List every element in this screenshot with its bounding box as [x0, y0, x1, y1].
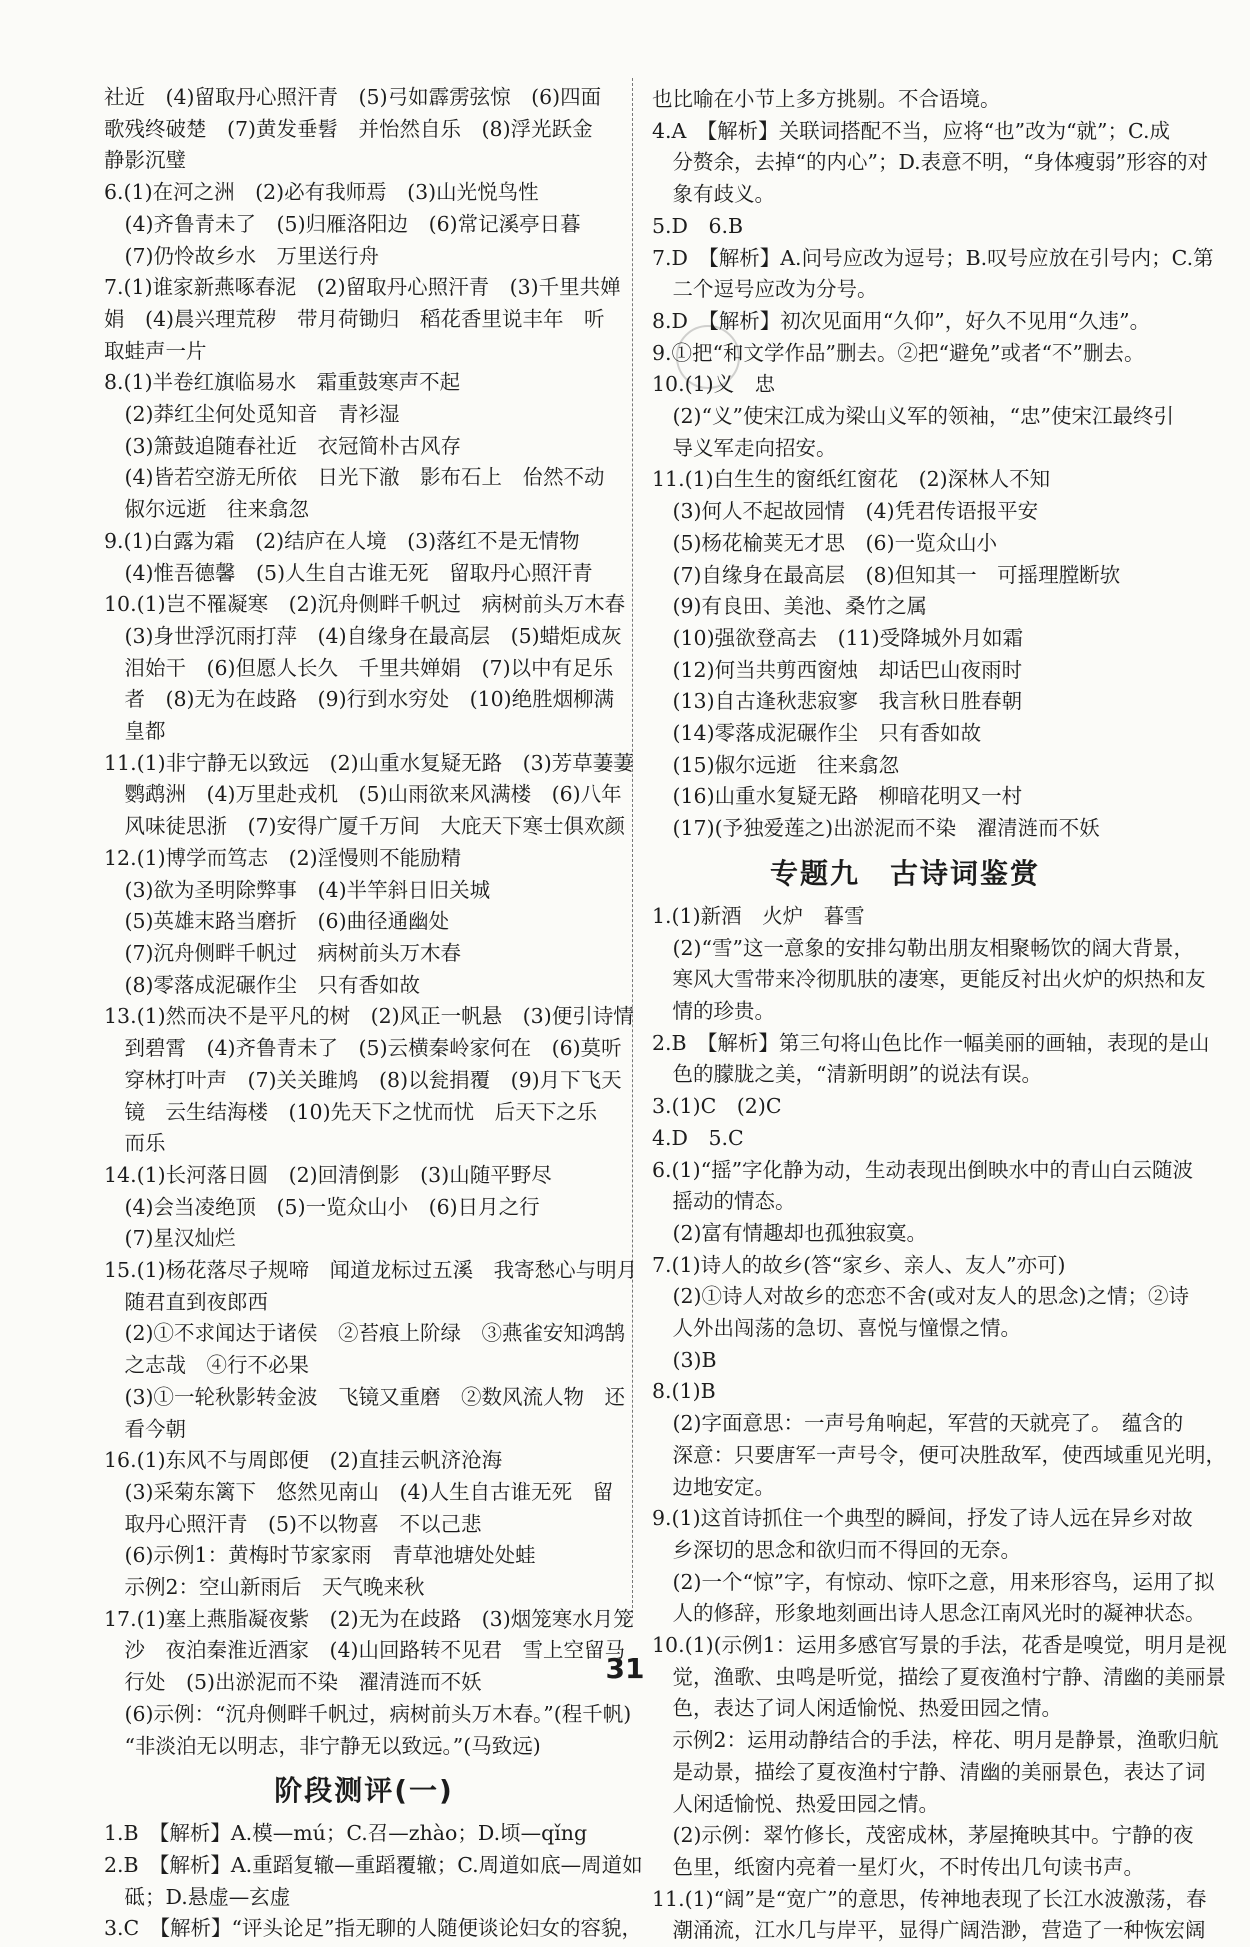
answer-line: 1.(1)新酒 火炉 暮雪: [652, 903, 865, 928]
answer-line: (2)①不求闻达于诸侯 ②苔痕上阶绿 ③燕雀安知鸿鹄: [104, 1321, 626, 1346]
answer-line: 11.(1)非宁静无以致远 (2)山重水复疑无路 (3)芳草萋萋: [104, 750, 634, 775]
answer-line: 人的修辞，形象地刻画出诗人思念江南风光时的凝神状态。: [652, 1601, 1206, 1626]
answer-line: 寒风大雪带来冷彻肌肤的凄寒，更能反衬出火炉的炽热和友: [652, 967, 1206, 992]
answer-line: 象有歧义。: [652, 182, 775, 207]
answer-line: 17.(1)塞上燕脂凝夜紫 (2)无为在歧路 (3)烟笼寒水月笼: [104, 1606, 634, 1631]
answer-line: (6)示例1：黄梅时节家家雨 青草池塘处处蛙: [104, 1543, 536, 1568]
answer-line: (2)莽红尘何处觅知音 青衫湿: [104, 402, 400, 427]
answer-line: 歌残终破楚 (7)黄发垂髫 并怡然自乐 (8)浮光跃金: [104, 116, 593, 141]
answer-line: (9)有良田、美池、桑竹之属: [652, 594, 928, 619]
answer-line: 是动景，描绘了夏夜渔村宁静、清幽的美丽景色，表达了词: [652, 1759, 1206, 1784]
answer-line: 看今朝: [104, 1416, 186, 1441]
answer-line: 沙 夜泊秦淮近酒家 (4)山回路转不见君 雪上空留马: [104, 1638, 626, 1663]
left-answers: [104, 82, 638, 1762]
answer-line: 2.B 【解析】第三句将山色比作一幅美丽的画轴，表现的是山: [652, 1030, 1210, 1055]
answer-line: 6.(1)“摇”字化静为动，生动表现出倒映水中的青山白云随波: [652, 1157, 1194, 1182]
answer-line: 4.D 5.C: [652, 1125, 744, 1150]
answer-line: 示例2：运用动静结合的手法，梓花、明月是静景，渔歌归航: [652, 1728, 1219, 1753]
answer-line: (3)①一轮秋影转金波 飞镜又重磨 ②数风流人物 还: [104, 1384, 626, 1409]
answer-line: (13)自古逢秋悲寂寥 我言秋日胜春朝: [652, 689, 1023, 714]
answer-line: 皇都: [104, 719, 166, 744]
answer-line: 随君直到夜郎西: [104, 1289, 268, 1314]
answer-line: 觉，渔歌、虫鸣是听觉，描绘了夏夜渔村宁静、清幽的美丽景: [652, 1664, 1226, 1689]
answer-line: (10)强欲登高去 (11)受降城外月如霜: [652, 625, 1024, 650]
answer-line: 到碧霄 (4)齐鲁青未了 (5)云横秦岭家何在 (6)莫听: [104, 1036, 622, 1061]
answer-line: 11.(1)白生生的窗纸红窗花 (2)深林人不知: [652, 467, 1051, 492]
answer-line: 乡深切的思念和欲归而不得回的无奈。: [652, 1537, 1021, 1562]
answer-line: 示例2：空山新雨后 天气晚来秋: [104, 1575, 425, 1600]
answer-line: 5.D 6.B: [652, 213, 744, 238]
answer-line: (3)采菊东篱下 悠然见南山 (4)人生自古谁无死 留: [104, 1479, 614, 1504]
page-number: 31: [605, 1652, 645, 1685]
answer-line: 风味徒思浙 (7)安得广厦千万间 大庇天下寒士俱欢颜: [104, 814, 626, 839]
answer-line: 深意：只要唐军一声号令，便可决胜敌军，使西域重见光明，: [652, 1442, 1226, 1467]
answer-line: 9.(1)这首诗抓住一个典型的瞬间，抒发了诗人远在异乡对故: [652, 1506, 1193, 1531]
answer-line: 人外出闯荡的急切、喜悦与憧憬之情。: [652, 1316, 1021, 1341]
answer-line: (3)何人不起故园情 (4)凭君传语报平安: [652, 499, 1039, 524]
answer-line: 3.(1)C (2)C: [652, 1094, 782, 1119]
answer-line: (17)(予独爱莲之)出淤泥而不染 濯清涟而不妖: [652, 816, 1100, 841]
answer-line: 6.(1)在河之洲 (2)必有我师焉 (3)山光悦鸟性: [104, 180, 539, 205]
answer-line: 8.(1)B: [652, 1379, 716, 1404]
answer-line: (8)零落成泥碾作尘 只有香如故: [104, 972, 421, 997]
answer-line: (12)何当共剪西窗烛 却话巴山夜雨时: [652, 657, 1023, 682]
answer-line: 镜 云生结海楼 (10)先天下之忧而忧 后天下之乐: [104, 1099, 598, 1124]
answer-line: 导义军走向招安。: [652, 435, 837, 460]
right-answers-bottom: [652, 901, 1227, 1947]
answer-line: (7)沉舟侧畔千帆过 病树前头万木春: [104, 940, 462, 965]
answer-line: 4.A 【解析】关联词搭配不当，应将“也”改为“就”；C.成: [652, 118, 1171, 143]
answer-line: (15)俶尔远逝 往来翕忽: [652, 752, 900, 777]
answer-line: 1.B 【解析】A.模—mú；C.召—zhào；D.顷—qǐng: [104, 1821, 588, 1846]
answer-line: 者 (8)无为在歧路 (9)行到水穷处 (10)绝胜烟柳满: [104, 687, 615, 712]
answer-line: (6)示例：“沉舟侧畔千帆过，病树前头万木春。”(程千帆): [104, 1701, 632, 1726]
answer-line: 14.(1)长河落日圆 (2)回清倒影 (3)山随平野尽: [104, 1162, 552, 1187]
stage-title: 阶段测评(一): [274, 1774, 454, 1808]
answer-line: 也比喻在小节上多方挑剔。不合语境。: [652, 87, 1001, 111]
answer-line: 娟 (4)晨兴理荒秽 带月荷锄归 稻花香里说丰年 听: [104, 306, 605, 331]
answer-line: (4)皆若空游无所依 日光下澈 影布石上 佁然不动: [104, 465, 605, 490]
answer-line: (4)会当凌绝顶 (5)一览众山小 (6)日月之行: [104, 1194, 540, 1219]
answer-line: 潮涌流，江水几与岸平，显得广阔浩渺，营造了一种恢宏阔: [652, 1918, 1206, 1943]
answer-line: 16.(1)东风不与周郎便 (2)直挂云帆济沧海: [104, 1448, 503, 1473]
answer-line: (3)箫鼓追随春社近 衣冠简朴古风存: [104, 433, 462, 458]
answer-line: 而乐: [104, 1131, 166, 1156]
answer-line: (2)“雪”这一意象的安排勾勒出朋友相聚畅饮的阔大背景，: [652, 935, 1194, 960]
answer-line: (2)①诗人对故乡的恋恋不舍(或对友人的思念)之情；②诗: [652, 1284, 1190, 1309]
answer-line: 9.(1)白露为霜 (2)结庐在人境 (3)落红不是无情物: [104, 528, 580, 553]
answer-line: 情的珍贵。: [652, 998, 775, 1023]
answer-line: 之志哉 ④行不必果: [104, 1353, 309, 1378]
answer-line: 取蛙声一片: [104, 338, 207, 363]
answer-line: 7.(1)谁家新燕啄春泥 (2)留取丹心照汗青 (3)千里共婵: [104, 275, 621, 300]
answer-line: (3)身世浮沉雨打萍 (4)自缘身在最高层 (5)蜡炬成灰: [104, 623, 622, 648]
answer-line: 人闲适愉悦、热爱田园之情。: [652, 1791, 939, 1816]
answer-line: 二个逗号应改为分号。: [652, 277, 878, 302]
answer-line: 10.(1)义 忠: [652, 372, 776, 397]
answer-line: 7.(1)诗人的故乡(答“家乡、亲人、友人”亦可): [652, 1252, 1066, 1277]
answer-line: (2)富有情趣却也孤独寂寞。: [652, 1220, 928, 1245]
answer-line: 俶尔远逝 往来翕忽: [104, 497, 309, 522]
answer-line: (2)一个“惊”字，有惊动、惊吓之意，用来形容鸟，运用了拟: [652, 1569, 1215, 1594]
answer-line: (3)欲为圣明除弊事 (4)半竿斜日旧关城: [104, 877, 491, 902]
answer-line: 3.C 【解析】“评头论足”指无聊的人随便谈论妇女的容貌，: [104, 1916, 642, 1941]
answer-line: 7.D 【解析】A.问号应改为逗号；B.叹号应放在引号内；C.第: [652, 245, 1214, 270]
answer-line: (2)示例：翠竹修长，茂密成林，茅屋掩映其中。宁静的夜: [652, 1823, 1194, 1848]
answer-line: (16)山重水复疑无路 柳暗花明又一村: [652, 784, 1023, 809]
answer-line: (4)惟吾德馨 (5)人生自古谁无死 留取丹心照汗青: [104, 560, 593, 585]
answer-line: 取丹心照汗青 (5)不以物喜 不以己悲: [104, 1511, 482, 1536]
answer-line: 社近 (4)留取丹心照汗青 (5)弓如霹雳弦惊 (6)四面: [104, 85, 602, 109]
answer-line: (7)自缘身在最高层 (8)但知其一 可摇理膛断欤: [652, 562, 1121, 587]
answer-line: 13.(1)然而决不是平凡的树 (2)风正一帆悬 (3)便引诗情: [104, 1004, 634, 1029]
answer-line: (7)星汉灿烂: [104, 1226, 236, 1251]
column-divider: [632, 78, 633, 1618]
answer-line: (14)零落成泥碾作尘 只有香如故: [652, 721, 982, 746]
answer-line: 色里，纸窗内亮着一星灯火，不时传出几句读书声。: [652, 1854, 1144, 1879]
answer-line: 静影沉璧: [104, 148, 186, 173]
answer-line: 色的朦胧之美，“清新明朗”的说法有误。: [652, 1062, 1042, 1087]
answer-line: (3)B: [652, 1347, 717, 1372]
answer-line: 10.(1)(示例1：运用多感官写景的手法，花香是嗅觉，明月是视: [652, 1633, 1227, 1658]
answer-line: (2)字面意思：一声号角响起，军营的天就亮了。 蕴含的: [652, 1411, 1184, 1436]
answer-line: 砥；D.悬虚—玄虚: [104, 1884, 291, 1909]
answer-line: “非淡泊无以明志，非宁静无以致远。”(马致远): [104, 1733, 541, 1758]
answer-line: 行处 (5)出淤泥而不染 濯清涟而不妖: [104, 1670, 482, 1695]
answer-line: 2.B 【解析】A.重蹈复辙—重蹈覆辙；C.周道如底—周道如: [104, 1852, 643, 1877]
answer-line: (4)齐鲁青未了 (5)归雁洛阳边 (6)常记溪亭日暮: [104, 211, 581, 236]
answer-line: (7)仍怜故乡水 万里送行舟: [104, 243, 380, 268]
stage-answers: [104, 1818, 643, 1945]
answer-line: 12.(1)博学而笃志 (2)淫慢则不能励精: [104, 845, 462, 870]
answer-line: 分赘余，去掉“的内心”；D.表意不明，“身体瘦弱”形容的对: [652, 150, 1209, 175]
answer-line: 8.D 【解析】初次见面用“久仰”，好久不见用“久违”。: [652, 308, 1151, 333]
answer-line: 摇动的情态。: [652, 1189, 796, 1214]
answer-line: 15.(1)杨花落尽子规啼 闻道龙标过五溪 我寄愁心与明月: [104, 1258, 638, 1283]
answer-line: 8.(1)半卷红旗临易水 霜重鼓寒声不起: [104, 370, 461, 395]
answer-line: (2)“义”使宋江成为梁山义军的领袖，“忠”使宋江最终引: [652, 404, 1174, 429]
answer-line: 色，表达了词人闲适愉悦、热爱田园之情。: [652, 1696, 1062, 1721]
answer-line: 9.①把“和文学作品”删去。②把“避免”或者“不”删去。: [652, 340, 1145, 365]
answer-line: 鹦鹉洲 (4)万里赴戎机 (5)山雨欲来风满楼 (6)八年: [104, 782, 622, 807]
right-answers-top: [652, 84, 1214, 845]
answer-line: 边地安定。: [652, 1474, 775, 1499]
answer-line: (5)英雄末路当磨折 (6)曲径通幽处: [104, 909, 450, 934]
section-title: 专题九 古诗词鉴赏: [769, 856, 1040, 890]
answer-line: (5)杨花榆荚无才思 (6)一览众山小: [652, 530, 998, 555]
answer-line: 穿林打叶声 (7)关关雎鸠 (8)以瓮捐覆 (9)月下飞天: [104, 1067, 622, 1092]
answer-line: 10.(1)岂不罹凝寒 (2)沉舟侧畔千帆过 病树前头万木春: [104, 592, 626, 617]
answer-line: 11.(1)“阔”是“宽广”的意思，传神地表现了长江水波激荡，春: [652, 1886, 1207, 1911]
answer-line: 泪始干 (6)但愿人长久 千里共婵娟 (7)以中有足乐: [104, 655, 614, 680]
